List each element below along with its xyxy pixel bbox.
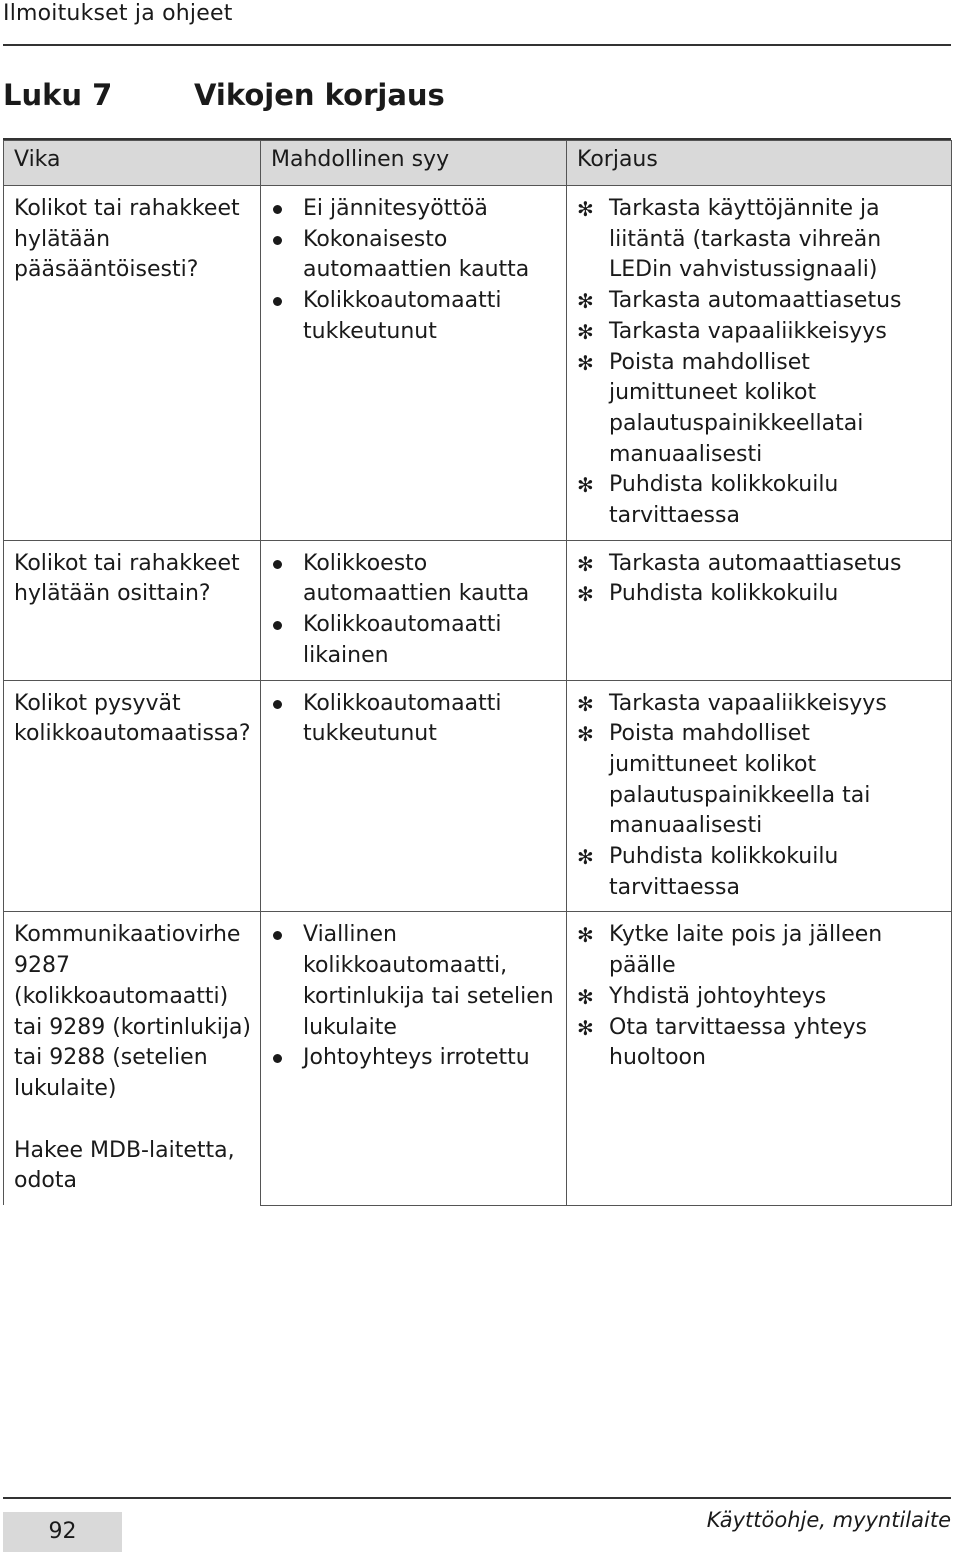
fix-cell: [567, 186, 952, 541]
cause-item: Kokonaisesto automaattien kautta: [271, 225, 560, 286]
fix-cell: [567, 540, 952, 680]
cause-cell: [261, 186, 567, 541]
cause-cell: [261, 912, 567, 1205]
fix-item: ✻ Ota tarvittaessa yhteys huoltoon: [577, 1014, 867, 1071]
cause-item: Viallinen kolikkoautomaatti, kortinlukija tai setelien lukulaite: [271, 920, 560, 1043]
cause-cell: [261, 540, 567, 680]
cause-item: Ei jännitesyöttöä: [271, 194, 560, 225]
asterisk-icon: ✻: [577, 350, 594, 375]
asterisk-icon: ✻: [577, 984, 594, 1009]
fix-item: ✻ Tarkasta automaattiasetus: [577, 286, 945, 317]
asterisk-icon: ✻: [577, 582, 594, 607]
asterisk-icon: ✻: [577, 319, 594, 344]
header-cause: Mahdollinen syy: [261, 141, 567, 186]
fix-item: ✻ Yhdistä johtoyhteys: [577, 982, 945, 1013]
troubleshooting-table: [3, 140, 952, 1206]
table-row: [4, 186, 952, 541]
fix-item: ✻ Tarkasta vapaaliikkeisyys: [577, 689, 945, 720]
cause-item: Kolikkoautomaatti likainen: [271, 610, 560, 671]
asterisk-icon: ✻: [577, 722, 594, 747]
asterisk-icon: ✻: [577, 551, 594, 576]
chapter-number: Luku 7: [3, 78, 113, 112]
table-row: [4, 540, 952, 680]
fix-item: ✻ Puhdista kolikkokuilu tarvittaessa: [577, 844, 839, 900]
fault-cell: Kolikot tai rahakkeet hylätään osittain?: [4, 540, 261, 680]
table-row: [4, 680, 952, 912]
page-number: 92: [3, 1512, 122, 1552]
asterisk-icon: ✻: [577, 473, 594, 498]
chapter-heading: [3, 78, 960, 118]
document-name: Käyttöohje, myyntilaite: [706, 1508, 951, 1532]
asterisk-icon: ✻: [577, 691, 594, 716]
table-row: [4, 912, 952, 1205]
fix-item: ✻ Kytke laite pois ja jälleen päälle: [577, 922, 883, 979]
cause-cell: [261, 680, 567, 912]
asterisk-icon: ✻: [577, 923, 594, 948]
asterisk-icon: ✻: [577, 1015, 594, 1040]
cause-item: Johtoyhteys irrotettu: [271, 1043, 560, 1074]
asterisk-icon: ✻: [577, 197, 594, 221]
fix-cell: [567, 912, 952, 1205]
cause-item: Kolikkoautomaatti tukkeutunut: [271, 286, 560, 347]
header-rule: [3, 44, 951, 46]
asterisk-icon: ✻: [577, 845, 594, 870]
header-fault: Vika: [4, 141, 261, 186]
fix-item: ✻ Puhdista kolikkokuilu: [577, 579, 945, 610]
fix-item: ✻ Poista mahdolliset jumittuneet kolikot palautuspainikkeella tai manuaalisesti: [577, 721, 871, 839]
fault-cell-secondary: Hakee MDB-laitetta, odota: [14, 1137, 235, 1194]
header-fix: Korjaus: [567, 141, 952, 186]
fault-cell: Kolikot pysyvät kolikkoautomaatissa?: [4, 680, 261, 912]
running-header: Ilmoitukset ja ohjeet: [3, 1, 233, 26]
fault-cell: Kommunikaatiovirhe 9287 (kolikkoautomaatti) tai 9289 (kortinlukija) tai 9288 (setelien lukulaite) Hakee MDB-laitetta, odota: [4, 912, 261, 1205]
asterisk-icon: ✻: [577, 289, 594, 314]
fix-item: ✻ Poista mahdolliset jumittuneet kolikot palautuspainikkeellatai manuaalisesti: [577, 349, 864, 467]
fix-item: ✻ Puhdista kolikkokuilu tarvittaessa: [577, 472, 839, 529]
fix-item: ✻ Tarkasta käyttöjännite ja liitäntä (tarkasta vihreän LEDin vahvistussignaali): [577, 196, 882, 283]
fix-cell: [567, 680, 952, 912]
footer-rule: [3, 1497, 951, 1499]
fix-item: ✻ Tarkasta automaattiasetus: [577, 549, 945, 580]
cause-item: Kolikkoautomaatti tukkeutunut: [271, 689, 560, 750]
fault-cell: Kolikot tai rahakkeet hylätään pääsääntöisesti?: [4, 186, 261, 541]
table-header-row: [4, 141, 952, 186]
cause-item: Kolikkoesto automaattien kautta: [271, 549, 560, 610]
chapter-title: Vikojen korjaus: [194, 78, 445, 112]
fix-item: ✻ Tarkasta vapaaliikkeisyys: [577, 317, 945, 348]
